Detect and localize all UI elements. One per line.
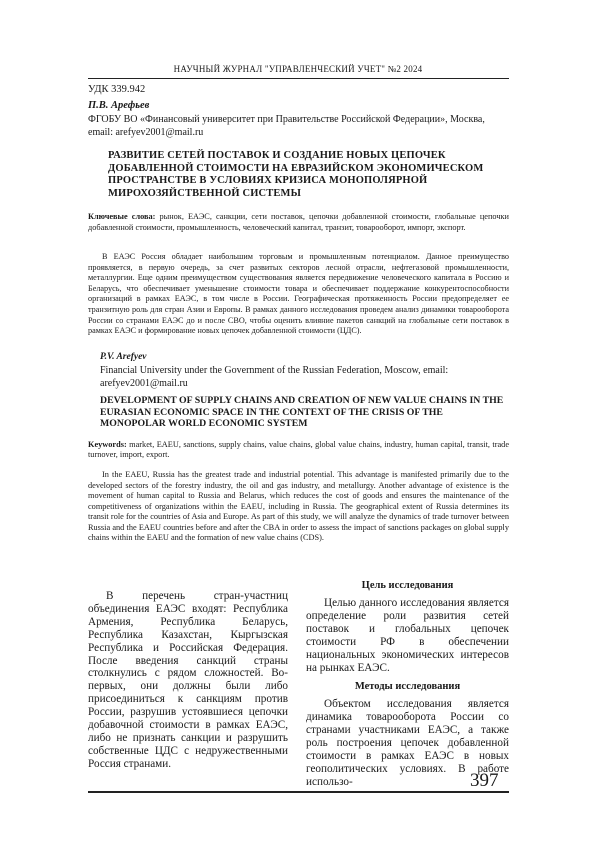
keywords-en [88, 440, 509, 461]
body-column-right [306, 580, 509, 795]
section-methods-paragraph: Объектом исследования является динамика товарооборота России со странами участниками ЕАЭС, а также роль построения цепочек добавленной стоимости в рамках ЕАЭС в новых геополитических условиях. В работе использо- [306, 698, 509, 788]
affiliation-en: Financial University under the Government of the Russian Federation, Moscow, email: arefyev2001@mail.ru [100, 365, 449, 389]
abstract-ru: В ЕАЭС Россия обладает наибольшим торговым и промышленным потенциалом. Данное преимущество проявляется, в первую очередь, за счет развитых секторов лесной отрасли, нефтегазовой промышленности, металлургии. Еще одним преимуществом существования является передвижение человеческого капитала в Россию и Беларусь, что обеспечивает уменьшение стоимости товара и обеспечивает поддержание конкурентоспособности организаций в рамках ЕАЭС, в том числе в России. Географическая протяженность России предопределяет ее транзитную роль для стран Азии и Европы. В рамках данного исследования проведем анализ динамики товарооборота России со странами ЕАЭС до и после СВО, чтобы оценить влияние пакетов санкций на глобальные сети поставок в рамках ЕАЭС и формирование новых цепочек добавленной стоимости (ЦДС). [88, 252, 509, 336]
keywords-ru-text: рынок, ЕАЭС, санкции, сети поставок, цепочки добавленной стоимости, глобальные цепочки добавленной стоимости, промышленность, человеческий капитал, транзит, товарооборот, импорт, экспорт. [88, 212, 509, 232]
keywords-en-label: Keywords: [88, 440, 127, 449]
article-title-ru: РАЗВИТИЕ СЕТЕЙ ПОСТАВОК И СОЗДАНИЕ НОВЫХ ЦЕПОЧЕК ДОБАВЛЕННОЙ СТОИМОСТИ НА ЕВРАЗИЙСКОМ ЭКОНОМИЧЕСКОМ ПРОСТРАНСТВЕ В УСЛОВИЯХ КРИЗИСА МОНОПОЛЯРНОЙ МИРОХОЗЯЙСТВЕННОЙ СИСТЕМЫ [108, 150, 484, 199]
author-name-ru: П.В. Арефьев [88, 100, 150, 111]
author-name-en: P.V. Arefyev [100, 352, 147, 362]
section-heading-goal: Цель исследования [361, 580, 454, 591]
running-head: НАУЧНЫЙ ЖУРНАЛ "УПРАВЛЕНЧЕСКИЙ УЧЕТ" №2 2024 [173, 64, 423, 74]
keywords-ru-label: Ключевые слова: [88, 212, 156, 221]
article-title-en: DEVELOPMENT OF SUPPLY CHAINS AND CREATION OF NEW VALUE CHAINS IN THE EURASIAN ECONOMIC SPACE IN THE CONTEXT OF THE CRISIS OF THE MONOPOLAR WORLD ECONOMIC SYSTEM [100, 395, 504, 430]
page-number: 397 [470, 770, 499, 791]
keywords-en-text: market, EAEU, sanctions, supply chains, value chains, global value chains, industry, human capital, transit, trade turnover, import, export. [88, 440, 509, 460]
header-rule [88, 78, 509, 79]
affiliation-ru: ФГОБУ ВО «Финансовый университет при Правительстве Российской Федерации», Москва, email: arefyev2001@mail.ru [88, 114, 485, 138]
section-heading-methods: Методы исследования [354, 681, 461, 692]
body-column-left: В перечень стран-участниц объединения ЕАЭС входят: Республика Армения, Республика Беларусь, Республика Казахстан, Кыргызская Республика и Российская Федерация. После введения санкций страны столкнулись с рядом сложностей. Во-первых, они должны были либо присоединиться к санкциям против России, разрушив устоявшиеся цепочки добавочной стоимости в рамках ЕАЭС, либо не признать санкции и разрушить собственные ЦДС с недружественными Россия странами. [88, 590, 288, 770]
keywords-ru [88, 212, 509, 233]
abstract-en: In the EAEU, Russia has the greatest trade and industrial potential. This advantage is manifested primarily due to the developed sectors of the forestry industry, the oil and gas industry, and metallurgy. Another advantage of existence is the movement of human capital to Russia and Belarus, which reduces the cost of goods and ensures the maintenance of the competitiveness of organizations within the EAEU, including in Russia. The geographical extent of Russia determines its transit role for the countries of Asia and Europe. As part of this study, we will analyze the dynamics of trade turnover between Russia and the EAEU countries before and after the CBA in order to assess the impact of sanctions packages on global supply chains within the EAEU and the formation of new value chains (CDS). [88, 470, 509, 542]
udk-code: УДК 339.942 [88, 84, 146, 95]
footer-rule [88, 791, 509, 793]
section-goal-paragraph: Целью данного исследования является определение роли развития сетей поставок и глобальных цепочек стоимости РФ в обеспечении национальных экономических интересов на рынках ЕАЭС. [306, 597, 509, 674]
